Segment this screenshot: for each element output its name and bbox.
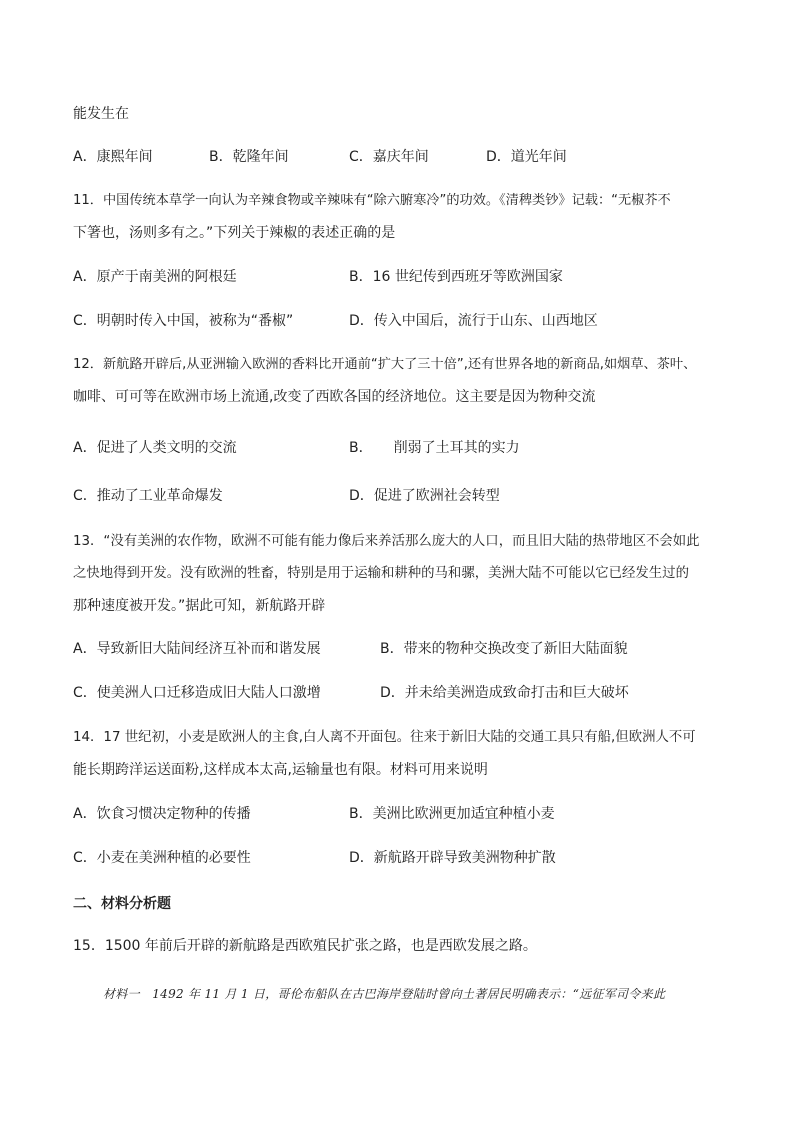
q14-option-a: A．饮食习惯决定物种的传播 [73,806,251,822]
q10-option-a: A．康熙年间 [73,149,153,165]
q14-stem-line1: 14．17 世纪初，小麦是欧洲人的主食,白人离不开面包。往来于新旧大陆的交通工具只有船,但欧洲人不可 [73,730,696,745]
q11-stem-line1: 11．中国传统本草学一向认为辛辣食物或辛辣味有“除六腑寒冷”的功效。《清稗类钞》记载：“无椒芥不 [73,193,671,208]
q12-stem-line2: 咖啡、可可等在欧洲市场上流通,改变了西欧各国的经济地位。这主要是因为物种交流 [73,389,596,405]
q11-stem-line2: 下箸也，汤则多有之。”下列关于辣椒的表述正确的是 [73,225,396,241]
q12-option-c: C．推动了工业革命爆发 [73,488,223,504]
q14-stem-line2: 能长期跨洋运送面粉,这样成本太高,运输量也有限。材料可用来说明 [73,762,488,778]
q14-option-d: D．新航路开辟导致美洲物种扩散 [349,850,556,866]
q12-option-a: A．促进了人类文明的交流 [73,440,237,456]
q12-stem-line1: 12．新航路开辟后,从亚洲输入欧洲的香料比开通前“扩大了三十倍”,还有世界各地的新商品,如烟草、茶叶、 [73,357,697,372]
section-heading: 二、材料分析题 [73,896,171,912]
q11-option-a: A．原产于南美洲的阿根廷 [73,269,237,285]
q13-option-c: C．使美洲人口迁移造成旧大陆人口激增 [73,685,321,701]
continued-line: 能发生在 [73,106,129,122]
q12-option-d: D．促进了欧洲社会转型 [349,488,500,504]
q14-option-c: C．小麦在美洲种植的必要性 [73,850,251,866]
q13-stem-line3: 那种速度被开发。”据此可知，新航路开辟 [73,598,326,614]
q15-stem: 15．1500 年前后开辟的新航路是西欧殖民扩张之路，也是西欧发展之路。 [73,938,537,954]
q10-option-d: D．道光年间 [486,149,567,165]
q11-option-b: B．16 世纪传到西班牙等欧洲国家 [349,269,563,285]
q10-option-c: C．嘉庆年间 [349,149,429,165]
q10-option-b: B．乾隆年间 [209,149,289,165]
q12-option-b: B． 削弱了土耳其的实力 [349,440,520,456]
q14-option-b: B．美洲比欧洲更加适宜种植小麦 [349,806,555,822]
q11-option-d: D．传入中国后，流行于山东、山西地区 [349,313,598,329]
q13-stem-line2: 之快地得到开发。没有欧洲的牲畜，特别是用于运输和耕种的马和骡，美洲大陆不可能以它已经发生过的 [73,566,689,581]
q13-option-b: B．带来的物种交换改变了新旧大陆面貌 [380,641,628,657]
material-one-line: 材料一 1492 年 11 月 1 日，哥伦布船队在古巴海岸登陆时曾向土著居民明确表示：“远征军司令来此 [103,987,666,1001]
q13-option-d: D．并未给美洲造成致命打击和巨大破坏 [380,685,629,701]
q13-stem-line1: 13．“没有美洲的农作物，欧洲不可能有能力像后来养活那么庞大的人口，而且旧大陆的热带地区不会如此 [73,534,700,549]
q11-option-c: C．明朝时传入中国，被称为“番椒” [73,313,294,329]
q13-option-a: A．导致新旧大陆间经济互补而和谐发展 [73,641,321,657]
